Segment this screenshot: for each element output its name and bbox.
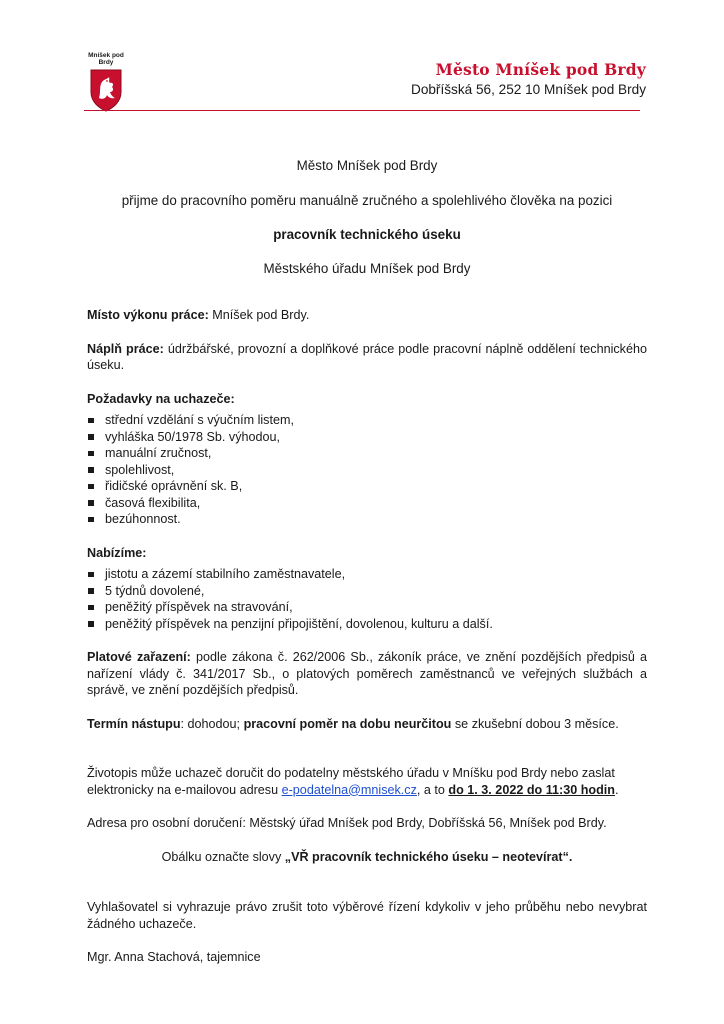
logo-text: Mníšek pod Brdy — [88, 52, 124, 66]
bullet-icon — [88, 484, 94, 490]
list-item-text: peněžitý příspěvek na stravování, — [105, 600, 293, 614]
bullet-icon — [88, 451, 94, 457]
delivery-address: Adresa pro osobní doručení: Městský úřad Mníšek pod Brdy, Dobříšská 56, Mníšek pod Brdy. — [87, 816, 607, 830]
list-item-text: 5 týdnů dovolené, — [105, 583, 205, 598]
list-item — [87, 495, 647, 512]
place-label: Místo výkonu práce: — [87, 308, 209, 322]
start-label: Termín nástupu — [87, 716, 181, 731]
list-item-text: časová flexibilita, — [105, 495, 201, 510]
start-date — [87, 716, 647, 733]
requirements-heading: Požadavky na uchazeče: — [87, 391, 235, 406]
list-item-text: střední vzdělání s výučním listem, — [105, 413, 294, 427]
bullet-icon — [88, 605, 94, 611]
offer-heading: Nabízíme: — [87, 545, 147, 560]
bullet-icon — [88, 517, 94, 523]
cv-text-2: , a to — [416, 782, 449, 797]
list-item-text: jistotu a zázemí stabilního zaměstnavatele, — [105, 567, 346, 581]
intro-offer: přijme do pracovního poměru manuálně zručného a spolehlivého člověka na pozici — [121, 192, 613, 208]
list-item — [87, 599, 647, 616]
cv-text-3: . — [615, 782, 619, 797]
bullet-icon — [88, 572, 94, 578]
bullet-icon — [88, 434, 94, 440]
start-text: : dohodou; — [180, 716, 244, 731]
list-item — [87, 511, 647, 528]
list-item — [87, 412, 647, 429]
list-item-text: manuální zručnost, — [105, 446, 212, 460]
list-item-text: spolehlivost, — [105, 462, 175, 477]
town-coat-of-arms-logo — [84, 52, 128, 114]
document-body — [87, 158, 647, 966]
bullet-icon — [88, 588, 94, 594]
list-item — [87, 445, 647, 462]
disclaimer: Vyhlašovatel si vyhrazuje právo zrušit toto výběrové řízení kdykoliv v jeho průběhu nebo nevybrat žádného uchazeče. — [87, 900, 647, 931]
list-item — [87, 462, 647, 479]
cv-text: Životopis může uchazeč doručit do podatelny městského úřadu v Mníšku pod Brdy nebo zaslat elektronicky na e-mailovou adresu — [87, 766, 615, 797]
place-of-work — [87, 307, 647, 324]
intro-office: Městského úřadu Mníšek pod Brdy — [263, 260, 471, 276]
list-item — [87, 478, 647, 495]
envelope-text: Obálku označte slovy — [161, 849, 285, 864]
list-item — [87, 583, 647, 600]
list-item-text: vyhláška 50/1978 Sb. výhodou, — [105, 429, 281, 444]
place-value: Mníšek pod Brdy. — [208, 308, 310, 322]
bullet-icon — [88, 418, 94, 424]
requirements-list — [87, 412, 647, 528]
job-duties — [87, 341, 647, 374]
list-item — [87, 566, 647, 583]
signature: Mgr. Anna Stachová, tajemnice — [87, 950, 261, 964]
deadline: do 1. 3. 2022 do 11:30 hodin — [448, 782, 615, 797]
envelope-label: „VŘ pracovník technického úseku – neotevírat“. — [284, 849, 573, 864]
bullet-icon — [88, 500, 94, 506]
salary-label: Platové zařazení: — [87, 650, 191, 664]
list-item-text: peněžitý příspěvek na penzijní připojištění, dovolenou, kulturu a další. — [105, 616, 493, 631]
probation-text: se zkušební dobou 3 měsíce. — [451, 716, 619, 731]
town-name: Město Mníšek pod Brdy — [435, 60, 646, 79]
shield-icon — [89, 68, 123, 112]
salary-value: podle zákona č. 262/2006 Sb., zákoník práce, ve znění pozdějších předpisů a nařízení vlády č. 341/2017 Sb., o platových poměrech zaměstnanců ve veřejných službách a správě, ve znění pozdějších předpisů. — [87, 650, 647, 697]
bullet-icon — [88, 467, 94, 473]
cv-submission — [87, 765, 647, 798]
bullet-icon — [88, 621, 94, 627]
duties-label: Náplň práce: — [87, 341, 164, 356]
letterhead — [0, 0, 724, 115]
contract-type: pracovní poměr na dobu neurčitou — [243, 716, 452, 731]
list-item-text: bezúhonnost. — [105, 512, 181, 526]
envelope-note — [87, 849, 647, 866]
town-address: Dobříšská 56, 252 10 Mníšek pod Brdy — [411, 82, 646, 97]
salary-info — [87, 649, 647, 699]
position-title: pracovník technického úseku — [273, 227, 461, 242]
duties-value: údržbářské, provozní a doplňkové práce podle pracovní náplně oddělení technického úseku. — [87, 341, 647, 372]
list-item-text: řidičské oprávnění sk. B, — [105, 479, 243, 493]
list-item — [87, 429, 647, 446]
offer-list — [87, 566, 647, 632]
list-item — [87, 616, 647, 633]
header-divider — [84, 110, 640, 111]
email-link[interactable]: e-podatelna@mnisek.cz — [281, 782, 417, 797]
intro-town: Město Mníšek pod Brdy — [296, 158, 438, 173]
